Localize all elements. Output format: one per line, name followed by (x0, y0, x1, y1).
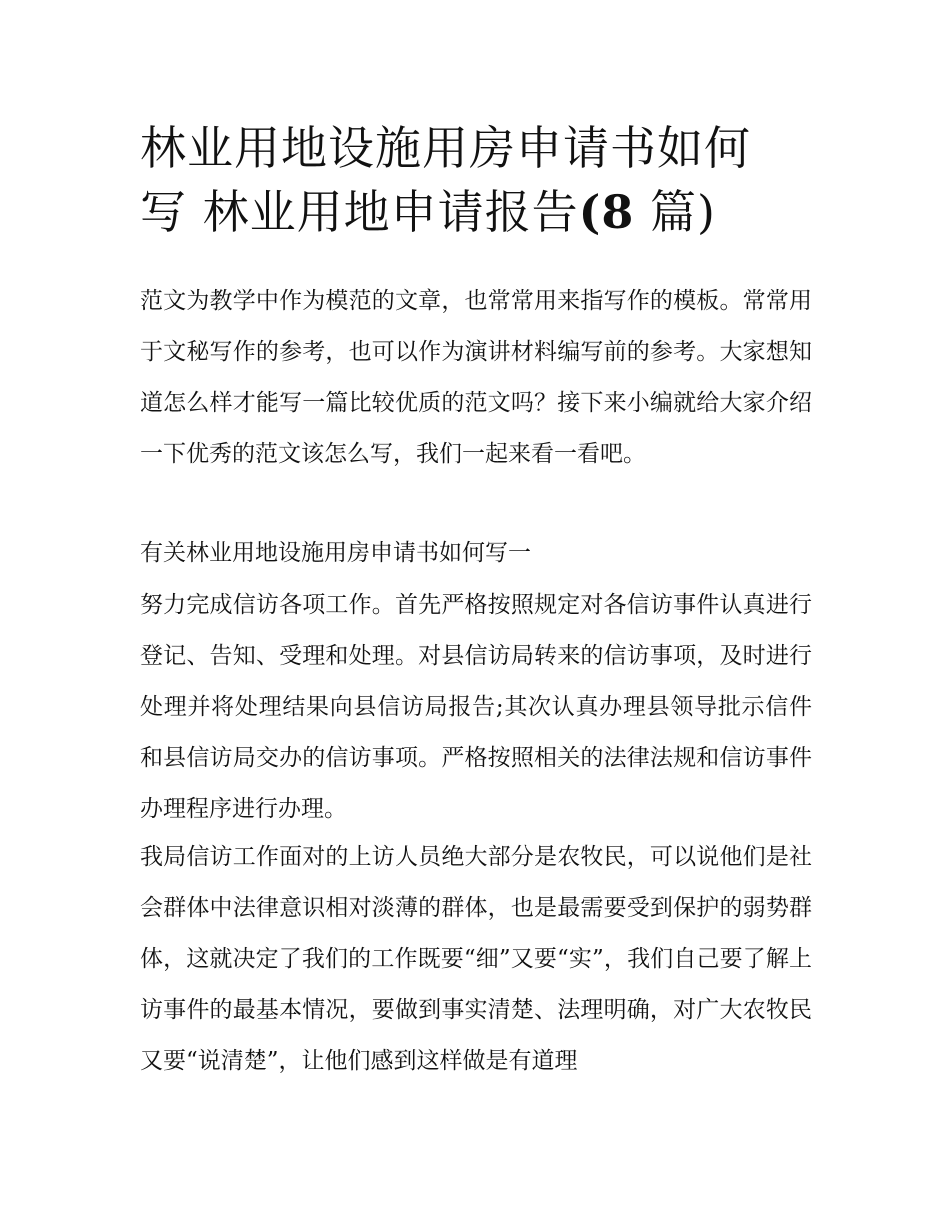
title-count-suffix: 篇) (634, 185, 716, 239)
body-paragraph-2: 我局信访工作面对的上访人员绝大部分是农牧民，可以说他们是社会群体中法律意识相对淡薄的群体，也是最需要受到保护的弱势群体，这就决定了我们的工作既要“细”又要“实”，我们自己要了解上访事件的最基本情况，要做到事实清楚、法理明确，对广大农牧民又要“说清楚”，让他们感到这样做是有道理 (140, 844, 812, 1074)
document-title (140, 116, 820, 244)
body-paragraph-1: 努力完成信访各项工作。首先严格按照规定对各信访事件认真进行登记、告知、受理和处理。对县信访局转来的信访事项，及时进行处理并将处理结果向县信访局报告;其次认真办理县领导批示信件和县信访局交办的信访事项。严格按照相关的法律法规和信访事件办理程序进行办理。 (140, 592, 812, 822)
title-line-1: 林业用地设施用房申请书如何 (140, 121, 751, 175)
section-heading: 有关林业用地设施用房申请书如何写一 (140, 540, 531, 566)
intro-paragraph: 范文为教学中作为模范的文章，也常常用来指写作的模板。常常用于文秘写作的参考，也可以作为演讲材料编写前的参考。大家想知道怎么样才能写一篇比较优质的范文吗？接下来小编就给大家介绍一下优秀的范文该怎么写，我们一起来看一看吧。 (140, 288, 812, 467)
title-count: (8 (578, 185, 635, 239)
title-line-2: 写 林业用地申请报告 (140, 185, 579, 239)
